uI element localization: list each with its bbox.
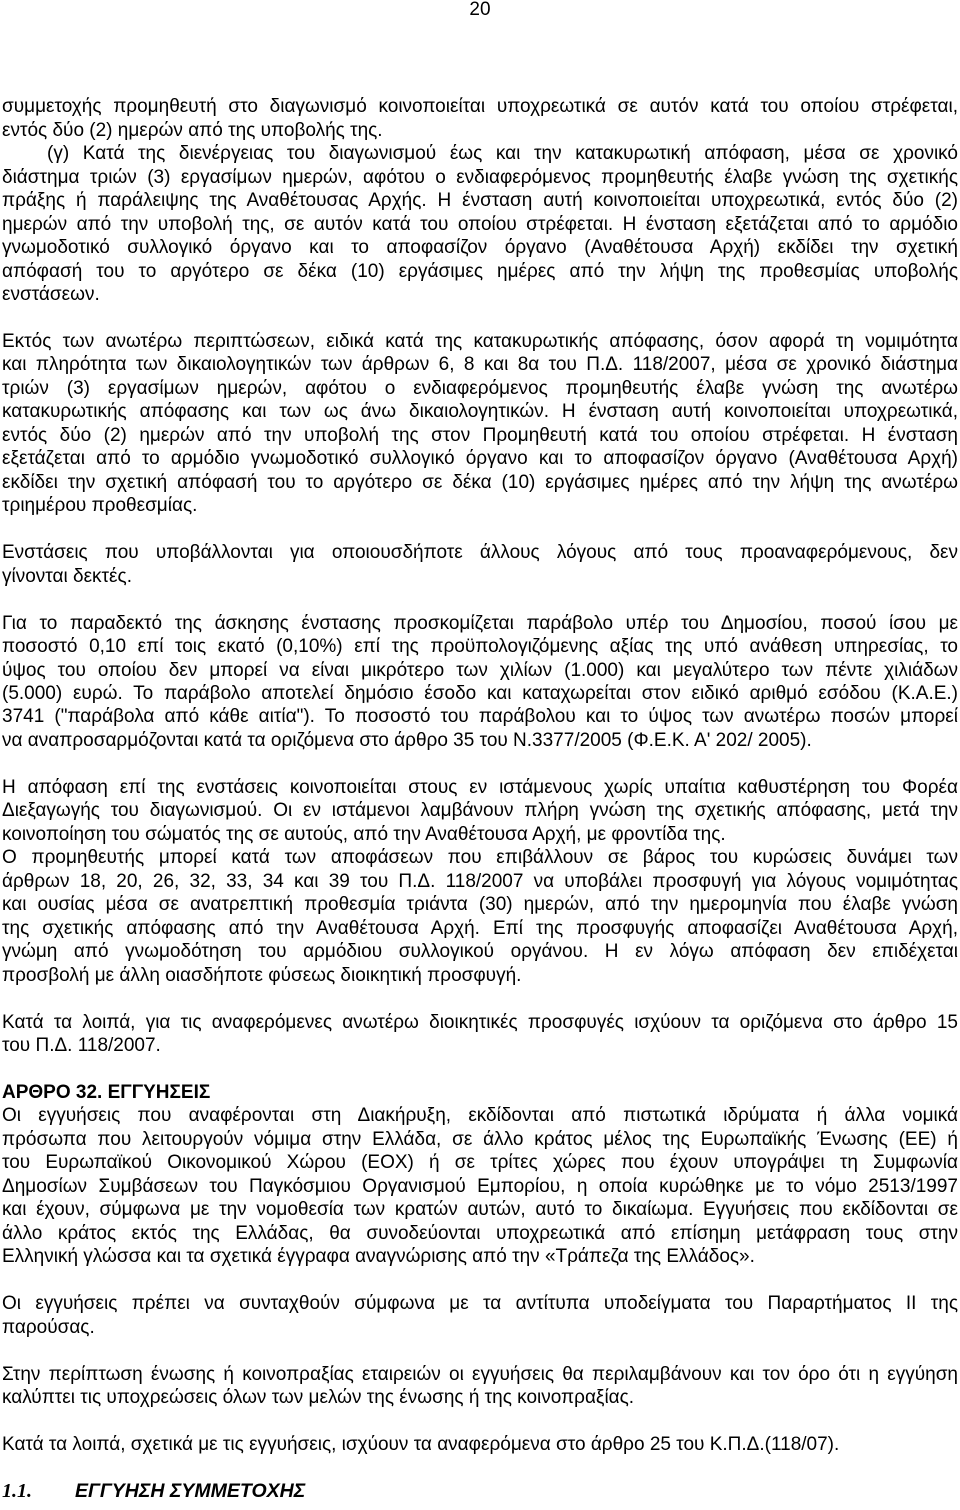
text-line: (5.000) ευρώ. Το παράβολο αποτελεί δημόσιο έσοδο και καταχωρείται στον ειδικό αριθμό εσόδου (Κ.Α.Ε.) bbox=[2, 683, 958, 705]
text-line: Στην περίπτωση ένωσης ή κοινοπραξίας εταιρειών οι εγγυήσεις θα περιλαμβάνουν και τον όρο ότι η εγγύηση bbox=[2, 1363, 958, 1385]
paragraph bbox=[2, 330, 958, 518]
text-line: ενστάσεων. bbox=[2, 284, 100, 306]
text-line: γνωμοδοτικό συλλογικό όργανο και το αποφασίζον όργανο (Αναθέτουσα Αρχή) εκδίδει την σχετική bbox=[2, 237, 958, 259]
text-line: άρθρων 18, 20, 26, 32, 33, 34 και 39 του Π.Δ. 118/2007 να υποβάλει προσφυγή για λόγους νομιμότητας bbox=[2, 870, 958, 892]
text-line: τριών (3) εργασίμων ημερών, αφότου ο ενδιαφερόμενος προμηθευτής έλαβε γνώση της ανωτέρω bbox=[2, 377, 958, 399]
text-line: ποσοστό 0,10 επί τοις εκατό (0,10%) επί της προϋπολογιζόμενης αξίας της υπό ανάθεση υπηρεσίας, το bbox=[2, 636, 958, 658]
paragraph bbox=[2, 95, 958, 142]
paragraph bbox=[2, 776, 958, 846]
text-line: παρούσας. bbox=[2, 1316, 95, 1338]
text-line: Για το παραδεκτό της άσκησης ένστασης προσκομίζεται παράβολο υπέρ του Δημοσίου, ποσού ίσου με bbox=[2, 612, 958, 634]
text-line: Οι εγγυήσεις πρέπει να συνταχθούν σύμφωνα με τα αντίτυπα υποδείγματα του Παραρτήματος ΙΙ της bbox=[2, 1293, 958, 1315]
text-line: 3741 ("παράβολα από κάθε αιτία"). Το ποσοστό του παράβολου και το ύψος των ανωτέρω ποσών μπορεί bbox=[2, 706, 958, 728]
paragraph bbox=[2, 1011, 958, 1058]
paragraph bbox=[2, 1104, 958, 1268]
text-line: Κατά τα λοιπά, για τις αναφερόμενες ανωτέρω διοικητικές προσφυγές ισχύουν τα οριζόμενα στο άρθρο 15 bbox=[2, 1011, 958, 1033]
text-line: Ο προμηθευτής μπορεί κατά των αποφάσεων που επιβάλλουν σε βάρος του κυρώσεις δυνάμει των bbox=[2, 847, 958, 869]
paragraph bbox=[2, 846, 958, 987]
subsection-title: ΕΓΓΥΗΣΗ ΣΥΜΜΕΤΟΧΗΣ bbox=[75, 1479, 306, 1502]
text-line: εκδίδει την σχετική απόφασή του το αργότερο σε δέκα (10) εργάσιμες ημέρες από την λήψη της ανωτέρω bbox=[2, 471, 958, 493]
text-line: απόφασή του το αργότερο σε δέκα (10) εργάσιμες ημέρες από την λήψη της προθεσμίας υποβολής bbox=[2, 260, 958, 282]
text-line: Οι εγγυήσεις που αναφέρονται στη Διακήρυξη, εκδίδονται από πιστωτικά ιδρύματα ή άλλα νομικά bbox=[2, 1105, 958, 1127]
text-line: γνώμη από γνωμοδότηση του αρμόδιου συλλογικού οργάνου. Η εν λόγω απόφαση δεν επιδέχεται bbox=[2, 941, 958, 963]
text-line: πρόσωπα που λειτουργούν νόμιμα στην Ελλάδα, σε άλλο κράτος μέλος της Ευρωπαϊκής Ένωσης (ΕΕ) ή bbox=[2, 1128, 958, 1150]
subsection-number: 1.1. bbox=[2, 1479, 32, 1502]
text-line: διάστημα τριών (3) εργασίμων ημερών, αφότου ο ενδιαφερόμενος προμηθευτής έλαβε γνώση της σχετικής bbox=[2, 166, 958, 188]
text-line: κοινοποίηση του σώματός της σε αυτούς, από την Αναθέτουσα Αρχή, με φροντίδα της. bbox=[2, 823, 726, 845]
article-heading: ΑΡΘΡΟ 32. ΕΓΓΥΗΣΕΙΣ bbox=[2, 1081, 211, 1103]
text-line: να αναπροσαρμόζονται κατά τα οριζόμενα στο άρθρο 35 του Ν.3377/2005 (Φ.Ε.Κ. Α' 202/ 2005). bbox=[2, 729, 812, 751]
text-line: Δημοσίων Συμβάσεων του Παγκόσμιου Οργανισμού Εμπορίου, η οποία κυρώθηκε με το νόμο 2513/1997 bbox=[2, 1175, 958, 1197]
paragraph bbox=[2, 1433, 958, 1456]
paragraph bbox=[2, 1292, 958, 1339]
text-line: τριημέρου προθεσμίας. bbox=[2, 495, 198, 517]
text-line: καλύπτει τις υποχρεώσεις όλων των μελών της ένωσης ή της κοινοπραξίας. bbox=[2, 1387, 635, 1409]
page-number: 20 bbox=[469, 0, 491, 20]
text-line: προσβολή με άλλη οιασδήποτε φύσεως διοικητική προσφυγή. bbox=[2, 964, 522, 986]
text-line: άλλο κράτος εκτός της Ελλάδας, θα συνοδεύονται υποχρεωτικά από επίσημη μετάφραση τους στην bbox=[2, 1222, 958, 1244]
text-line: Κατά τα λοιπά, σχετικά με τις εγγυήσεις, ισχύουν τα αναφερόμενα στο άρθρο 25 του Κ.Π.Δ.(118/07). bbox=[2, 1434, 840, 1456]
text-line: του Π.Δ. 118/2007. bbox=[2, 1035, 161, 1057]
text-line: και πληρότητα των δικαιολογητικών των άρθρων 6, 8 και 8α του Π.Δ. 118/2007, μέσα σε χρονικό διάστημα bbox=[2, 354, 958, 376]
paragraph bbox=[2, 142, 958, 306]
text-line: Η απόφαση επί της ενστάσεις κοινοποιείται στους εν ιστάμενους χωρίς υπαίτια καθυστέρηση του Φορέα bbox=[2, 776, 958, 798]
text-line: κατακυρωτικής απόφασης και των ως άνω δικαιολογητικών. Η ένσταση αυτή κοινοποιείται υποχρεωτικά, bbox=[2, 401, 958, 423]
text-line: εντός δύο (2) ημερών από της υποβολής της. bbox=[2, 119, 383, 141]
paragraph bbox=[2, 541, 958, 588]
subsection-heading bbox=[2, 1480, 958, 1502]
document-body bbox=[2, 95, 958, 1502]
text-line: γίνονται δεκτές. bbox=[2, 565, 132, 587]
text-line: εξετάζεται από το αρμόδιο γνωμοδοτικό συλλογικό όργανο και το αποφασίζον όργανο (Αναθέτουσα Αρχή) bbox=[2, 448, 958, 470]
text-line: Ελληνική γλώσσα και τα σχετικά έγγραφα αναγνώρισης από την «Τράπεζα της Ελλάδος». bbox=[2, 1246, 755, 1268]
text-line: Διεξαγωγής του διαγωνισμού. Οι εν ιστάμενοι λαμβάνουν πλήρη γνώση της σχετικής απόφασης, μετά την bbox=[2, 800, 958, 822]
text-line: του Ευρωπαϊκού Οικονομικού Χώρου (ΕΟΧ) ή σε τρίτες χώρες που έχουν υπογράψει τη Συμφωνία bbox=[2, 1152, 958, 1174]
text-line: πράξης ή παράλειψης της Αναθέτουσας Αρχής. Η ένσταση αυτή κοινοποιείται υποχρεωτικά, εντός δύο (2) bbox=[2, 190, 958, 212]
text-line: και ουσίας μέσα σε ανατρεπτική προθεσμία τριάντα (30) ημερών, από την ημερομηνία που έλαβε γνώση bbox=[2, 894, 958, 916]
text-line: εντός δύο (2) ημερών από την υποβολή της στον Προμηθευτή κατά του οποίου στρέφεται. Η ένσταση bbox=[2, 424, 958, 446]
text-line: ημερών από την υποβολή της, σε αυτόν κατά του οποίου στρέφεται. Η ένσταση εξετάζεται από το αρμόδιο bbox=[2, 213, 958, 235]
paragraph bbox=[2, 1363, 958, 1410]
text-line: (γ) Κατά της διενέργειας του διαγωνισμού έως και την κατακυρωτική απόφαση, μέσα σε χρονικό bbox=[47, 143, 958, 165]
text-line: ύψος του οποίου δεν μπορεί να είναι μικρότερο των χιλίων (1.000) και μεγαλύτερο των πέντε χιλιάδων bbox=[2, 659, 958, 681]
text-line: συμμετοχής προμηθευτή στο διαγωνισμό κοινοποιείται υποχρεωτικά σε αυτόν κατά του οποίου στρέφεται, bbox=[2, 96, 958, 118]
text-line: Εκτός των ανωτέρω περιπτώσεων, ειδικά κατά της κατακυρωτικής απόφασης, όσον αφορά τη νομιμότητα bbox=[2, 330, 958, 352]
text-line: της σχετικής απόφασης από την Αναθέτουσα Αρχή. Επί της προσφυγής αποφασίζει Αναθέτουσα Αρχή, bbox=[2, 917, 958, 939]
text-line: και έχουν, σύμφωνα με την νομοθεσία των κρατών αυτών, αυτό το δικαίωμα. Εγγυήσεις που εκδίδονται σε bbox=[2, 1199, 958, 1221]
paragraph bbox=[2, 612, 958, 753]
text-line: Ενστάσεις που υποβάλλονται για οποιουσδήποτε άλλους λόγους από τους προαναφερόμενους, δεν bbox=[2, 542, 958, 564]
